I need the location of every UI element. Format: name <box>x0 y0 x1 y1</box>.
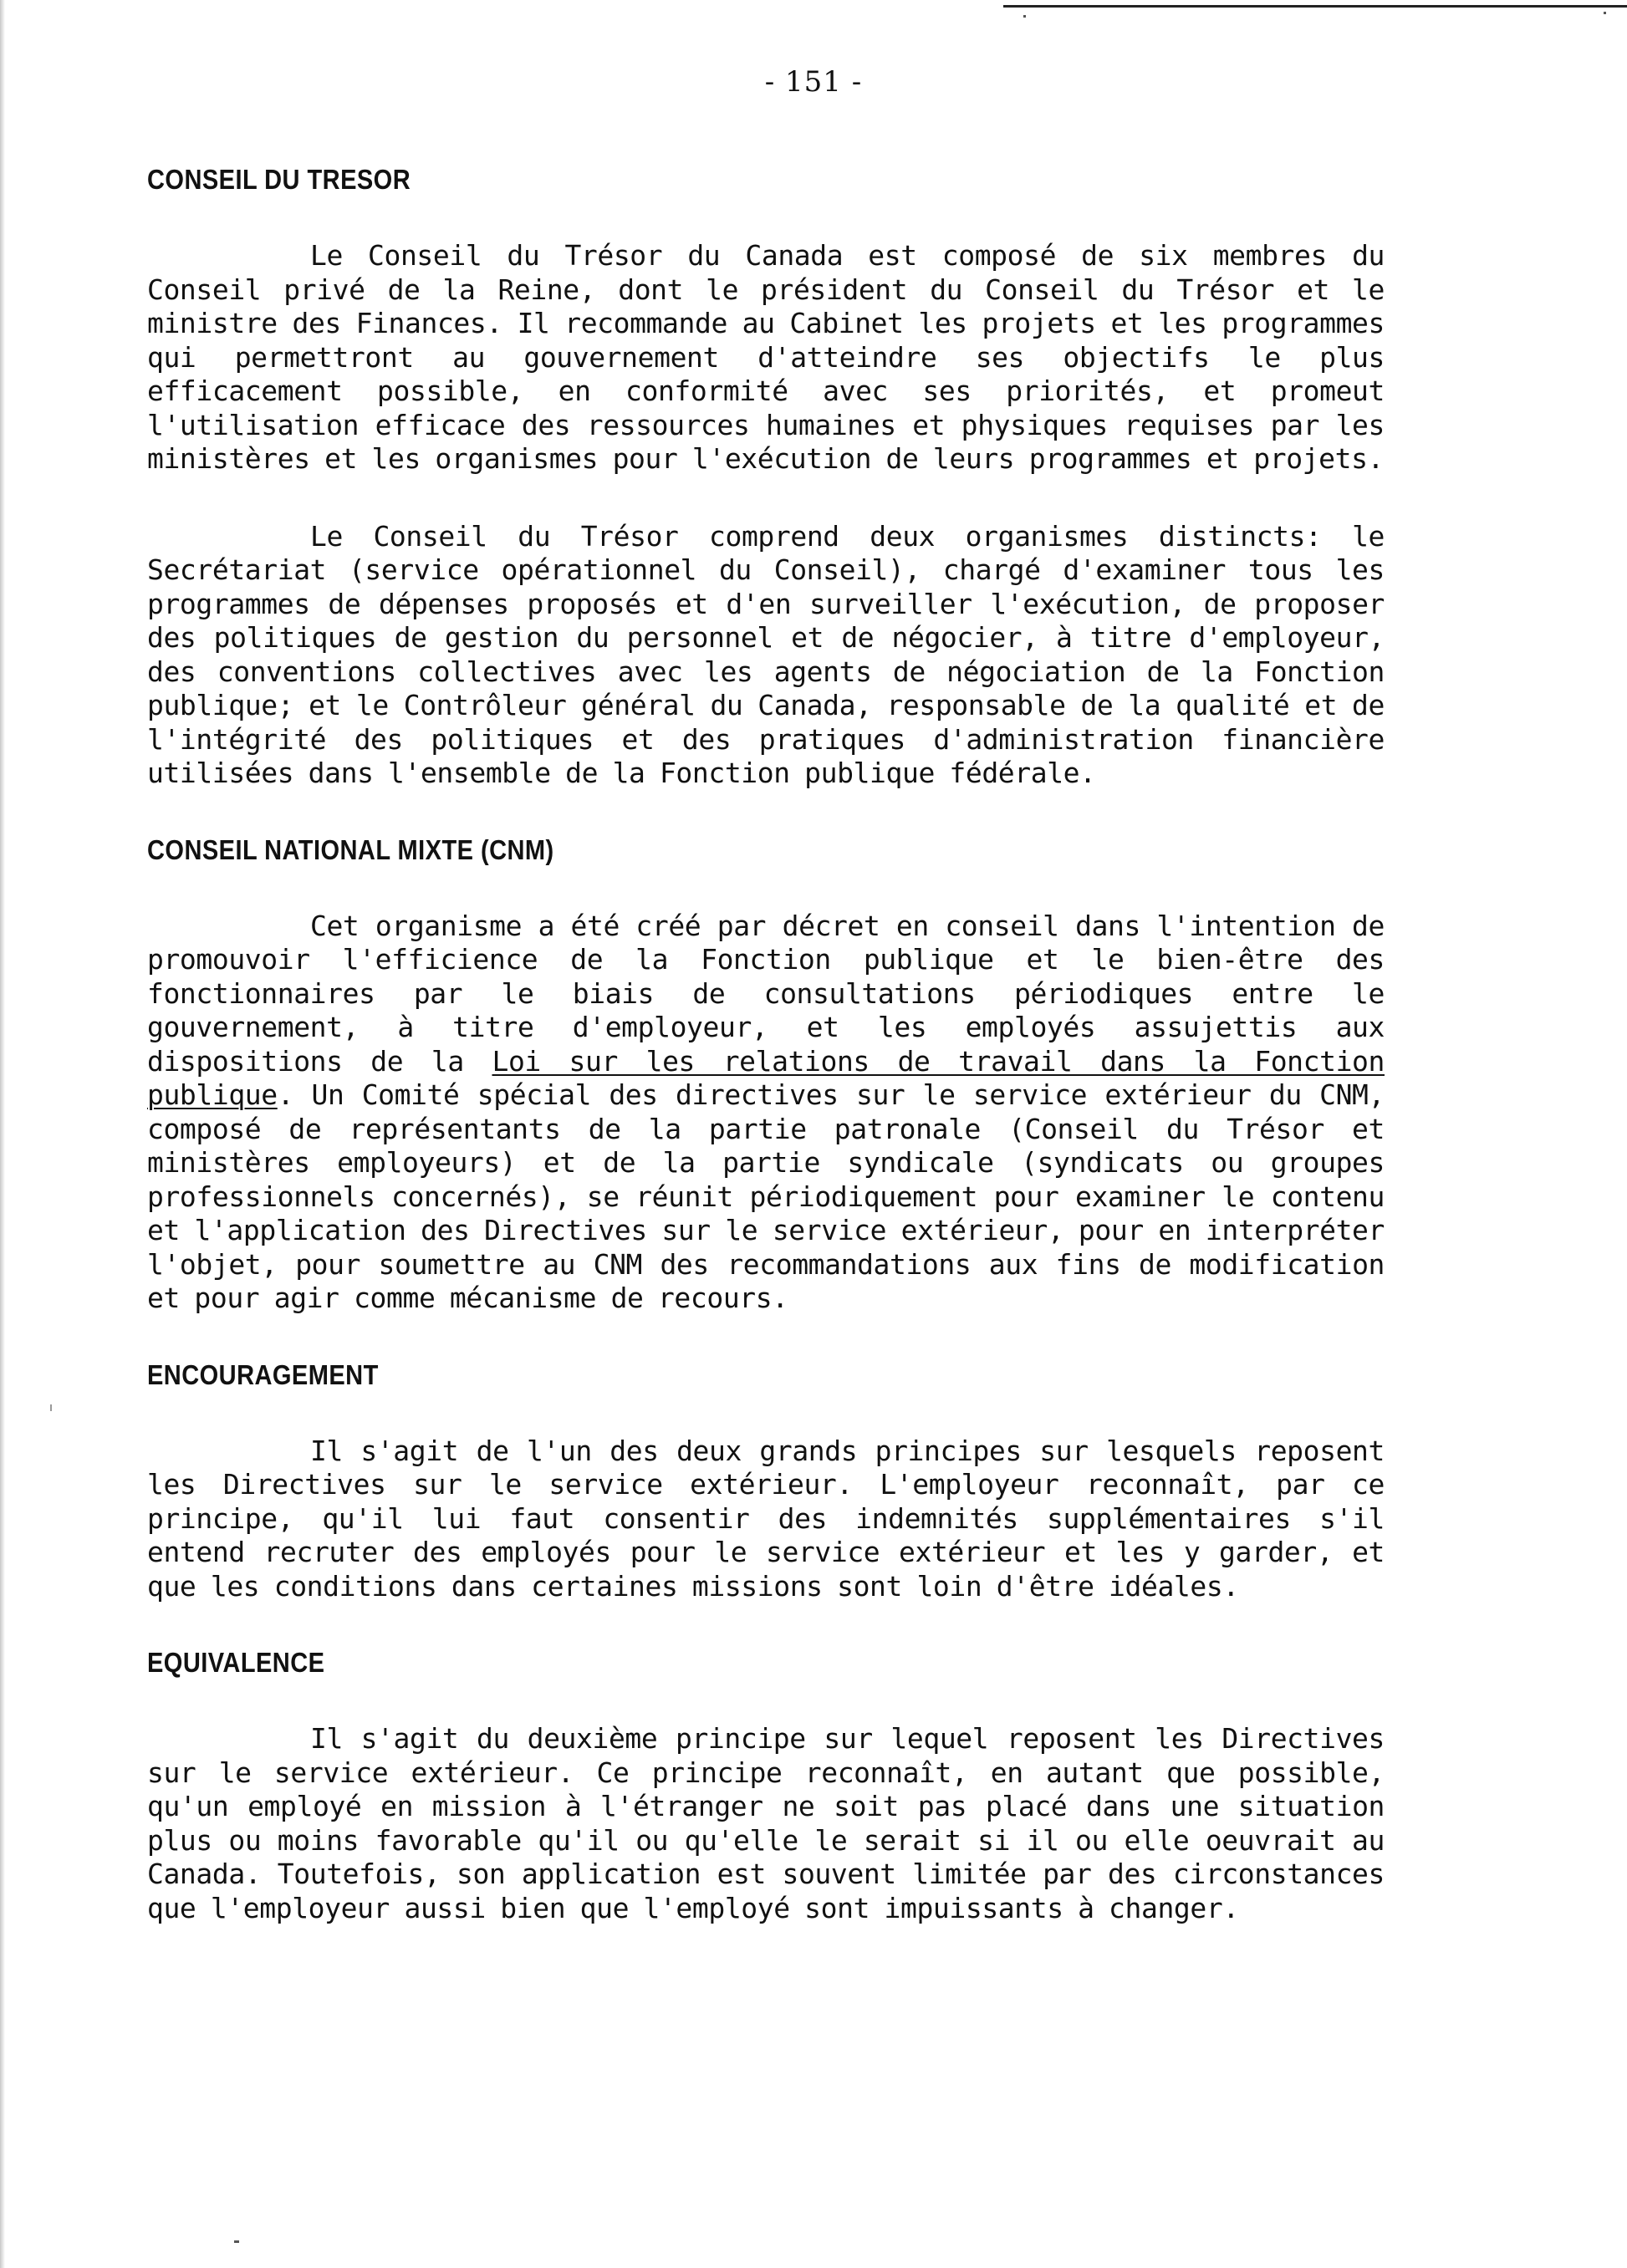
section-heading: EQUIVALENCE <box>147 1647 325 1678</box>
scan-top-rule <box>1003 5 1627 8</box>
page-number: - 151 - <box>764 65 863 99</box>
section-heading: CONSEIL DU TRESOR <box>147 164 411 195</box>
section-equivalence <box>147 1647 1385 1925</box>
scan-speck <box>234 2240 239 2243</box>
paragraph: Le Conseil du Trésor du Canada est composé de six membres du Conseil privé de la Reine, dont le président du Conseil du Trésor et le ministre des Finances. Il recommande au Cabinet les projets et les programmes qui permettront au gouvernement d'atteindre ses objectifs le plus efficacement possible, en conformité avec ses priorités, et promeut l'utilisation efficace des ressources humaines et physiques requises par les ministères et les organismes pour l'exécution de leurs programmes et projets. <box>147 239 1385 475</box>
scan-speck <box>1604 12 1606 14</box>
scan-speck <box>1023 15 1026 18</box>
section-heading: ENCOURAGEMENT <box>147 1358 379 1390</box>
paragraph-text: Cet organisme a été créé par décret en conseil dans l'intention de promouvoir l'efficience de la Fonction publique et le bien-être des fonctionnaires par le biais de consultations périodiques entre le gouvernement, à titre d'employeur, et les employés assujettis aux dispositions de la <box>147 909 1385 1078</box>
paragraph: Il s'agit de l'un des deux grands principes sur lesquels reposent les Directives sur le service extérieur. L'employeur reconnaît, par ce principe, qu'il lui faut consentir des indemnités supplémentaires s'il entend recruter des employés pour le service extérieur et les y garder, et que les conditions dans certaines missions sont loin d'être idéales. <box>147 1434 1385 1603</box>
paragraph <box>147 910 1385 1316</box>
paragraph: Il s'agit du deuxième principe sur lequel reposent les Directives sur le service extérieur. Ce principe reconnaît, en autant que possible, qu'un employé en mission à l'étranger ne soit pas placé dans une situation plus ou moins favorable qu'il ou qu'elle le serait si il ou elle oeuvrait au Canada. Toutefois, son application est souvent limitée par des circonstances que l'employeur aussi bien que l'employé sont impuissants à changer. <box>147 1722 1385 1924</box>
section-conseil-national-mixte <box>147 834 1385 1316</box>
scan-left-edge <box>0 0 5 2268</box>
section-conseil-du-tresor <box>147 164 1385 791</box>
scan-speck <box>50 1404 52 1411</box>
paragraph: Le Conseil du Trésor comprend deux organismes distincts: le Secrétariat (service opérationnel du Conseil), chargé d'examiner tous les programmes de dépenses proposés et d'en surveiller l'exécution, de proposer des politiques de gestion du personnel et de négocier, à titre d'employeur, des conventions collectives avec les agents de négociation de la Fonction publique; et le Contrôleur général du Canada, responsable de la qualité et de l'intégrité des politiques et des pratiques d'administration financière utilisées dans l'ensemble de la Fonction publique fédérale. <box>147 519 1385 789</box>
section-encouragement <box>147 1359 1385 1604</box>
law-title-underlined: Loi sur les relations de travail dans la Fonction publique <box>147 1044 1385 1111</box>
paragraph-text: . Un Comité spécial des directives sur le service extérieur du CNM, composé de représentants de la partie patronale (Conseil du Trésor et ministères employeurs) et de la partie syndicale (syndicats ou groupes professionnels concernés), se réunit périodiquement pour examiner le contenu et l'application des Directives sur le service extérieur, pour en interpréter l'objet, pour soumettre au CNM des recommandations aux fins de modification et pour agir comme mécanisme de recours. <box>147 1078 1385 1314</box>
section-heading: CONSEIL NATIONAL MIXTE (CNM) <box>147 833 554 865</box>
document-body <box>147 164 1385 1965</box>
